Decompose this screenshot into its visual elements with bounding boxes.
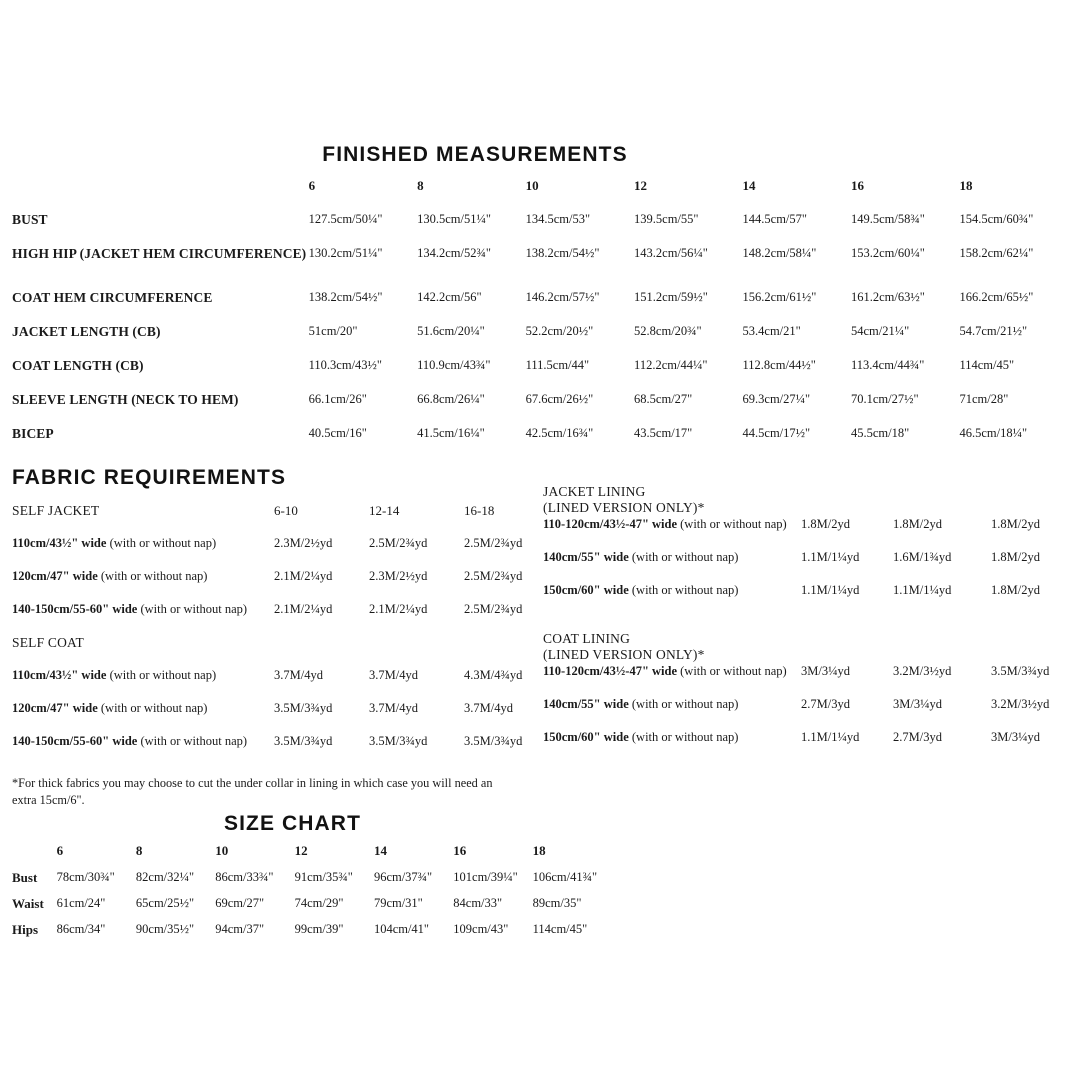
row-label: SLEEVE LENGTH (NECK TO HEM) xyxy=(12,392,239,407)
cell: 1.1M/1¼yd xyxy=(801,583,860,597)
spacer-cell xyxy=(274,635,369,668)
cell: 2.5M/2¾yd xyxy=(464,536,523,550)
row-label: BICEP xyxy=(12,426,54,441)
table-row xyxy=(12,290,1068,324)
nap-note: (with or without nap) xyxy=(109,668,217,682)
cell: 161.2cm/63½" xyxy=(850,290,925,304)
size-group-header-16-18: 16-18 xyxy=(464,503,495,518)
size-header-18: 18 xyxy=(532,843,546,858)
cell: 142.2cm/56" xyxy=(417,290,482,304)
spacer-cell xyxy=(991,484,1073,517)
cell: 151.2cm/59½" xyxy=(634,290,708,304)
spacer-cell xyxy=(801,484,893,517)
cell: 110.9cm/43¾" xyxy=(417,358,491,372)
nap-note: (with or without nap) xyxy=(109,536,217,550)
cell: 1.8M/2yd xyxy=(893,517,942,531)
cell: 146.2cm/57½" xyxy=(525,290,600,304)
cell: 61cm/24" xyxy=(56,896,106,910)
cell: 114cm/45" xyxy=(959,358,1015,372)
cell: 79cm/31" xyxy=(373,896,423,910)
spacer-cell xyxy=(893,484,991,517)
table-row xyxy=(12,246,1068,290)
row-label: Bust xyxy=(12,870,38,885)
cell: 42.5cm/16¾" xyxy=(525,426,594,440)
cell: 144.5cm/57" xyxy=(742,212,807,226)
fabric-width-label xyxy=(12,569,274,602)
fabric-width-label xyxy=(12,536,274,569)
measurement-name-header xyxy=(12,843,57,870)
cell: 113.4cm/44¾" xyxy=(850,358,925,372)
cell: 1.8M/2yd xyxy=(801,517,850,531)
cell: 1.8M/2yd xyxy=(991,517,1040,531)
nap-note: (with or without nap) xyxy=(631,730,739,744)
cell: 67.6cm/26½" xyxy=(525,392,594,406)
cell: 111.5cm/44" xyxy=(525,358,590,372)
coat-lining-title xyxy=(543,631,801,664)
cell: 82cm/32¼" xyxy=(135,870,195,884)
spacer-cell xyxy=(464,635,532,668)
cell: 1.8M/2yd xyxy=(991,550,1040,564)
cell: 156.2cm/61½" xyxy=(742,290,817,304)
nap-note: (with or without nap) xyxy=(631,583,739,597)
self-jacket-block xyxy=(12,503,532,635)
jacket-lining-title-line2: (LINED VERSION ONLY)* xyxy=(543,500,705,516)
cell: 153.2cm/60¼" xyxy=(850,246,925,260)
cell: 99cm/39" xyxy=(294,922,344,936)
size-header-16: 16 xyxy=(850,178,864,193)
table-header-row xyxy=(12,843,612,870)
cell: 90cm/35½" xyxy=(135,922,195,936)
cell: 3.5M/3¾yd xyxy=(991,664,1050,678)
fabric-width-value: 120cm/47" wide xyxy=(12,569,98,583)
fabric-width-label xyxy=(543,664,801,697)
cell: 138.2cm/54½" xyxy=(308,290,383,304)
fabric-width-value: 150cm/60" wide xyxy=(543,583,629,597)
cell: 158.2cm/62¼" xyxy=(959,246,1034,260)
cell: 2.5M/2¾yd xyxy=(464,602,523,616)
cell: 130.2cm/51¼" xyxy=(308,246,383,260)
nap-note: (with or without nap) xyxy=(140,602,248,616)
cell: 44.5cm/17½" xyxy=(742,426,811,440)
table-row xyxy=(12,922,612,948)
cell: 2.1M/2¼yd xyxy=(274,569,333,583)
fabric-width-value: 120cm/47" wide xyxy=(12,701,98,715)
cell: 66.1cm/26" xyxy=(308,392,367,406)
cell: 3M/3¼yd xyxy=(991,730,1040,744)
fabric-width-label xyxy=(12,734,274,767)
table-row xyxy=(12,668,532,701)
cell: 2.7M/3yd xyxy=(801,697,850,711)
table-header-row xyxy=(543,484,1073,517)
cell: 91cm/35¾" xyxy=(294,870,353,884)
table-row xyxy=(543,583,1073,616)
cell: 3.2M/3½yd xyxy=(893,664,952,678)
table-header-row xyxy=(12,503,532,536)
cell: 134.2cm/52¾" xyxy=(417,246,491,260)
cell: 4.3M/4¾yd xyxy=(464,668,523,682)
cell: 84cm/33" xyxy=(453,896,503,910)
size-header-8: 8 xyxy=(417,178,424,193)
cell: 1.6M/1¾yd xyxy=(893,550,952,564)
cell: 149.5cm/58¾" xyxy=(850,212,925,226)
coat-lining-title-line2: (LINED VERSION ONLY)* xyxy=(543,647,705,663)
table-row xyxy=(12,896,612,922)
table-row xyxy=(12,701,532,734)
table-row xyxy=(12,536,532,569)
cell: 139.5cm/55" xyxy=(634,212,699,226)
table-row xyxy=(543,517,1073,550)
cell: 134.5cm/53" xyxy=(525,212,591,226)
fabric-width-label xyxy=(543,550,801,583)
cell: 69.3cm/27¼" xyxy=(742,392,811,406)
cell: 2.5M/2¾yd xyxy=(369,536,428,550)
cell: 3.2M/3½yd xyxy=(991,697,1050,711)
cell: 86cm/34" xyxy=(56,922,106,936)
table-row xyxy=(12,324,1068,358)
table-row xyxy=(543,730,1073,763)
nap-note: (with or without nap) xyxy=(631,697,739,711)
cell: 3.5M/3¾yd xyxy=(274,734,333,748)
jacket-lining-table xyxy=(543,484,1073,616)
cell: 3M/3¼yd xyxy=(893,697,942,711)
cell: 109cm/43" xyxy=(453,922,509,936)
nap-note: (with or without nap) xyxy=(631,550,739,564)
cell: 1.1M/1¼yd xyxy=(801,550,860,564)
fabric-width-label xyxy=(12,701,274,734)
fabric-width-value: 140cm/55" wide xyxy=(543,697,629,711)
cell: 45.5cm/18" xyxy=(850,426,910,440)
spacer-cell xyxy=(801,631,893,664)
table-row xyxy=(12,734,532,767)
cell: 78cm/30¾" xyxy=(56,870,115,884)
cell: 2.1M/2¼yd xyxy=(274,602,333,616)
cell: 130.5cm/51¼" xyxy=(417,212,491,226)
cell: 43.5cm/17" xyxy=(634,426,693,440)
cell: 143.2cm/56¼" xyxy=(634,246,708,260)
cell: 2.3M/2½yd xyxy=(274,536,333,550)
cell: 94cm/37" xyxy=(215,922,265,936)
cell: 2.5M/2¾yd xyxy=(464,569,523,583)
size-group-header-12-14: 12-14 xyxy=(369,503,400,518)
cell: 2.3M/2½yd xyxy=(369,569,428,583)
cell: 89cm/35" xyxy=(532,896,582,910)
cell: 3M/3¼yd xyxy=(801,664,850,678)
fabric-width-label xyxy=(543,697,801,730)
fabric-width-label xyxy=(543,517,801,550)
cell: 46.5cm/18¼" xyxy=(959,426,1028,440)
spacer-cell xyxy=(369,635,464,668)
cell: 70.1cm/27½" xyxy=(850,392,919,406)
cell: 1.1M/1¼yd xyxy=(801,730,860,744)
row-label: BUST xyxy=(12,212,48,227)
spacer-cell xyxy=(991,631,1073,664)
self-jacket-title: SELF JACKET xyxy=(12,503,100,518)
size-header-18: 18 xyxy=(959,178,973,193)
cell: 3.7M/4yd xyxy=(464,701,513,715)
jacket-lining-title xyxy=(543,484,801,517)
size-header-10: 10 xyxy=(525,178,539,193)
size-chart-table xyxy=(12,843,612,948)
row-label: COAT HEM CIRCUMFERENCE xyxy=(12,290,213,305)
cell: 51.6cm/20¼" xyxy=(417,324,485,338)
self-coat-block xyxy=(12,635,532,767)
cell: 112.2cm/44¼" xyxy=(634,358,708,372)
coat-lining-table xyxy=(543,631,1073,763)
cell: 1.8M/2yd xyxy=(991,583,1040,597)
cell: 138.2cm/54½" xyxy=(525,246,600,260)
cell: 104cm/41" xyxy=(373,922,430,936)
size-header-6: 6 xyxy=(308,178,316,193)
cell: 3.5M/3¾yd xyxy=(464,734,523,748)
cell: 71cm/28" xyxy=(959,392,1009,406)
measurement-name-header xyxy=(12,178,309,212)
cell: 54.7cm/21½" xyxy=(959,324,1028,338)
table-header-row xyxy=(12,635,532,668)
fabric-width-value: 150cm/60" wide xyxy=(543,730,629,744)
row-label: Hips xyxy=(12,922,39,937)
cell: 2.7M/3yd xyxy=(893,730,942,744)
cell: 86cm/33¾" xyxy=(215,870,274,884)
size-header-12: 12 xyxy=(634,178,648,193)
cell: 53.4cm/21" xyxy=(742,324,801,338)
cell: 69cm/27" xyxy=(215,896,265,910)
cell: 96cm/37¾" xyxy=(373,870,433,884)
cell: 101cm/39¼" xyxy=(453,870,518,884)
jacket-lining-block xyxy=(543,484,1073,616)
nap-note: (with or without nap) xyxy=(680,517,787,531)
fabric-width-value: 110-120cm/43½-47" wide xyxy=(543,517,678,531)
fabric-width-value: 110cm/43½" wide xyxy=(12,536,107,550)
cell: 154.5cm/60¾" xyxy=(959,212,1034,226)
table-row xyxy=(543,697,1073,730)
coat-lining-block xyxy=(543,631,1073,763)
cell: 41.5cm/16¼" xyxy=(417,426,485,440)
cell: 51cm/20" xyxy=(308,324,358,338)
row-label: HIGH HIP (JACKET HEM CIRCUMFERENCE) xyxy=(12,246,307,261)
fabric-width-label xyxy=(12,668,274,701)
size-header-10: 10 xyxy=(215,843,229,858)
size-header-14: 14 xyxy=(742,178,756,193)
cell: 127.5cm/50¼" xyxy=(308,212,383,226)
cell: 112.8cm/44½" xyxy=(742,358,816,372)
row-label: COAT LENGTH (CB) xyxy=(12,358,144,373)
table-row xyxy=(12,569,532,602)
coat-lining-title-line1: COAT LINING xyxy=(543,631,631,646)
table-row xyxy=(12,870,612,896)
cell: 3.7M/4yd xyxy=(274,668,323,682)
nap-note: (with or without nap) xyxy=(140,734,248,748)
cell: 166.2cm/65½" xyxy=(959,290,1034,304)
spacer-cell xyxy=(893,631,991,664)
cell: 110.3cm/43½" xyxy=(308,358,383,372)
finished-measurements-table xyxy=(12,178,1068,460)
fabric-width-value: 140-150cm/55-60" wide xyxy=(12,602,138,616)
cell: 3.5M/3¾yd xyxy=(274,701,333,715)
cell: 2.1M/2¼yd xyxy=(369,602,428,616)
fabric-width-value: 110cm/43½" wide xyxy=(12,668,107,682)
row-label: JACKET LENGTH (CB) xyxy=(12,324,161,339)
size-header-14: 14 xyxy=(373,843,387,858)
table-row xyxy=(12,602,532,635)
fabric-requirements-heading: FABRIC REQUIREMENTS xyxy=(12,466,287,489)
fabric-width-value: 140-150cm/55-60" wide xyxy=(12,734,138,748)
table-header-row xyxy=(543,631,1073,664)
size-header-12: 12 xyxy=(294,843,308,858)
row-label: Waist xyxy=(12,896,44,911)
cell: 1.1M/1¼yd xyxy=(893,583,952,597)
cell: 52.8cm/20¾" xyxy=(634,324,702,338)
nap-note: (with or without nap) xyxy=(100,569,208,583)
nap-note: (with or without nap) xyxy=(100,701,208,715)
size-group-header-6-10: 6-10 xyxy=(274,503,298,518)
table-row xyxy=(12,426,1068,460)
cell: 114cm/45" xyxy=(532,922,588,936)
size-header-6: 6 xyxy=(56,843,64,858)
table-header-row xyxy=(12,178,1068,212)
cell: 66.8cm/26¼" xyxy=(417,392,485,406)
size-header-16: 16 xyxy=(453,843,467,858)
finished-measurements-heading: FINISHED MEASUREMENTS xyxy=(322,143,628,166)
self-jacket-table xyxy=(12,503,532,635)
fabric-width-value: 140cm/55" wide xyxy=(543,550,629,564)
fabric-width-value: 110-120cm/43½-47" wide xyxy=(543,664,678,678)
cell: 148.2cm/58¼" xyxy=(742,246,817,260)
cell: 3.5M/3¾yd xyxy=(369,734,428,748)
table-row xyxy=(12,392,1068,426)
fabric-width-label xyxy=(543,730,801,763)
cell: 68.5cm/27" xyxy=(634,392,693,406)
table-row xyxy=(12,358,1068,392)
fabric-width-label xyxy=(543,583,801,616)
table-row xyxy=(543,664,1073,697)
self-coat-table xyxy=(12,635,532,767)
cell: 65cm/25½" xyxy=(135,896,195,910)
cell: 52.2cm/20½" xyxy=(525,324,594,338)
cell: 106cm/41¾" xyxy=(532,870,598,884)
fabric-footnote: *For thick fabrics you may choose to cut the under collar in lining in which case you will need an extra 15cm/6". xyxy=(12,776,493,807)
nap-note: (with or without nap) xyxy=(680,664,787,678)
cell: 54cm/21¼" xyxy=(850,324,910,338)
cell: 40.5cm/16" xyxy=(308,426,367,440)
jacket-lining-title-line1: JACKET LINING xyxy=(543,484,646,499)
cell: 74cm/29" xyxy=(294,896,344,910)
size-chart-heading: SIZE CHART xyxy=(224,812,361,835)
self-coat-title: SELF COAT xyxy=(12,635,84,650)
size-header-8: 8 xyxy=(135,843,143,858)
table-row xyxy=(12,212,1068,246)
cell: 3.7M/4yd xyxy=(369,668,418,682)
fabric-width-label xyxy=(12,602,274,635)
table-row xyxy=(543,550,1073,583)
cell: 3.7M/4yd xyxy=(369,701,418,715)
